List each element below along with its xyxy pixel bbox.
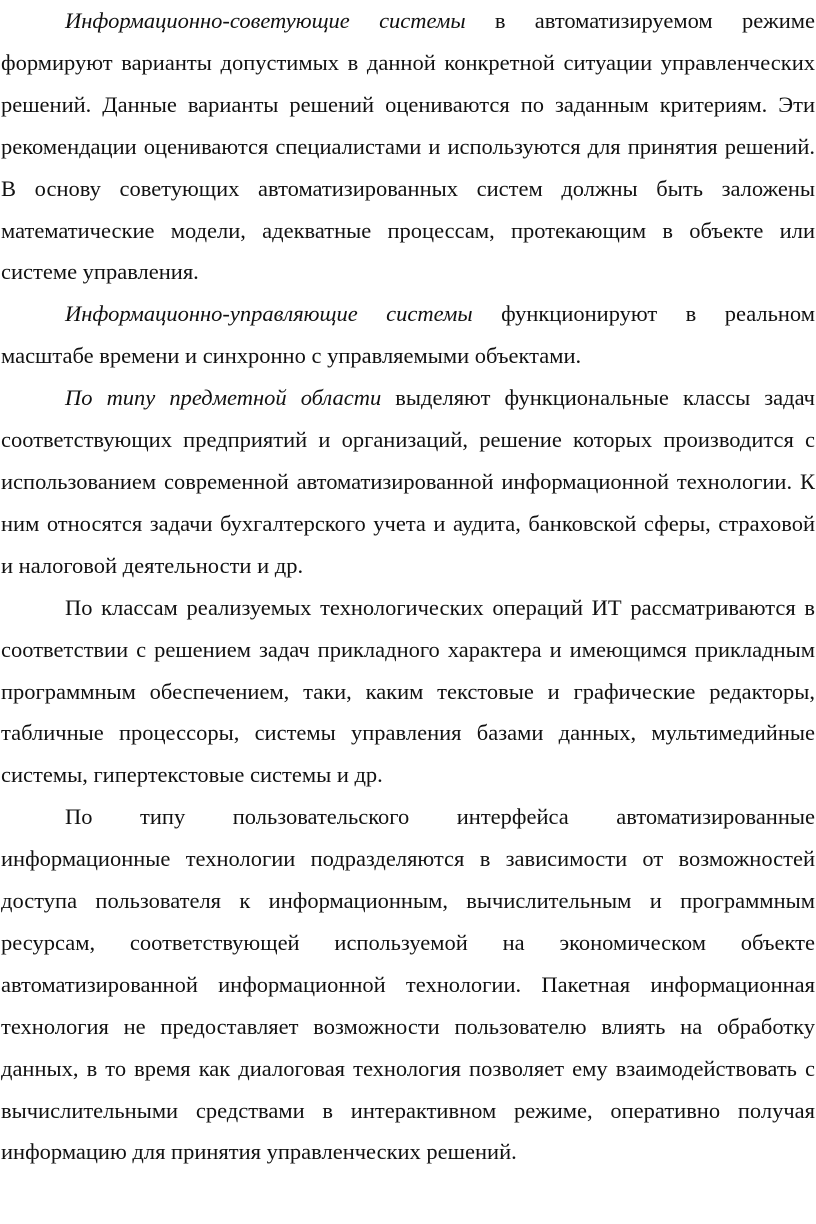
paragraph-control-systems — [1, 293, 815, 377]
paragraph-text: По типу пользовательского интерфейса автоматизированные информационные технологии подразделяются в зависимости от возможностей доступа пользователя к информационным, вычислительным и программным ресурсам, соответствующей используемой на экономическом объекте автоматизированной информационной технологии. Пакетная информационная технология не предоставляет возможности пользователю влиять на обработку данных, в то время как диалоговая технология позволяет ему взаимодействовать с вычислительными средствами в интерактивном режиме, оперативно получая информацию для принятия управленческих решений. — [1, 804, 815, 1165]
paragraph-subject-domain — [1, 377, 815, 587]
document-page — [1, 0, 815, 1173]
paragraph-text: По классам реализуемых технологических операций ИТ рассматриваются в соответствии с решением задач прикладного характера и имеющимся прикладным программным обеспечением, таки, каким текстовые и графические редакторы, табличные процессоры, системы управления базами данных, мультимедийные системы, гипертекстовые системы и др. — [1, 594, 815, 788]
paragraph-user-interface — [1, 796, 815, 1173]
paragraph-advisory-systems — [1, 0, 815, 293]
paragraph-operation-classes — [1, 587, 815, 797]
term-advisory-systems: Информационно-советующие системы — [65, 8, 466, 33]
term-control-systems: Информационно-управляющие системы — [65, 301, 473, 327]
paragraph-text: выделяют функциональные классы задач соответствующих предприятий и организаций, решение которых производится с использованием современной автоматизированной информационной технологии. К ним относятся задачи бухгалтерского учета и аудита, банковской сферы, страховой и налоговой деятельности и др. — [1, 385, 815, 578]
paragraph-text: функционируют в реальном масштабе времени и синхронно с управляемыми объектами. — [1, 301, 815, 369]
term-subject-domain: По типу предметной области — [65, 385, 382, 411]
paragraph-text: в автоматизируемом режиме формируют варианты допустимых в данной конкретной ситуации управленческих решений. Данные варианты решений оцениваются по заданным критериям. Эти рекомендации оцениваются специалистами и используются для принятия решений. В основу советующих автоматизированных систем должны быть заложены математические модели, адекватные процессам, протекающим в объекте или системе управления. — [1, 8, 815, 285]
